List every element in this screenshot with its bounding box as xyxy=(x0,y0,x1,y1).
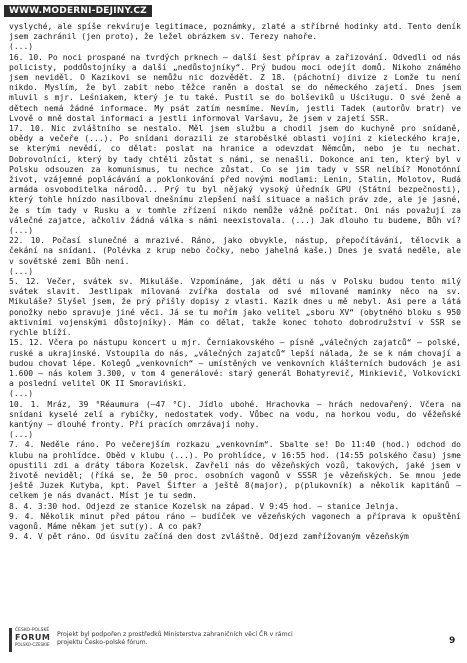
paragraph: vyslyché, ale spíše rekvíruje legitimace, poznámky, zlaté a stříbrné hodinky atd. Tento deník jsem zachránil (jen proto), že ležel obrázkem sv. Terezy nahoře. xyxy=(9,22,461,42)
logo-top-text: ČESKO-POLSKÉ xyxy=(15,628,50,633)
paragraph: 10. 1. Mráz, 39 °Réaumura (–47 °C). Jídlo ubohé. Hrachovka – hrách nedovařený. Včera na snídani kyselé zelí a rybičky, nedostatek vody. Vůbec na vodu, na horkou vodu, do věžeňské kantýny – dlouhé fronty. Při pracích omrzávají nohy. xyxy=(9,399,461,429)
paragraph: 5. 12. Večer, svátek sv. Mikuláše. Vzpomínáme, jak děti u nás v Polsku budou tento milý svátek slavit. Jestlipak milovaná zvířka dostala od své milované maminky něco na sv. Mikuláše? Slyšel jsem, že prý přišly dopisy z vlasti. Kazik dnes u mě nebyl. Asi pere a látá ponožky nebo spravuje jiné věci. Já se tu mořím jako velitel „sboru XV“ (obytného bloku s 950 aktivními vojenskými důstojníky). Mám co dělat, takže konec tohoto dobrodružství v SSR se rychle blíží. xyxy=(9,277,461,338)
diary-text xyxy=(9,22,461,608)
logo-bottom-text: POLSKO-CZESKIE xyxy=(15,642,50,647)
paragraph: 9. 4. Několik minut před pátou ráno – budíček ve vězeňských vagonech a příprava k opuštění vagonů. Máme někam jet sut(y). A co pak? xyxy=(9,511,461,531)
paragraph: 15. 12. Včera po nástupu koncert u mjr. Černiakovského – písně „válečných zajatců“ – polské, ruské a ukrajinské. Vstoupila do nás, „válečných zajatců“ lepší nálada, že se k nám chovají a budou chovat lépe. Kolegů „venkovních“ – umístěných ve venkovních klášterních budovách je asi 1.600 – nás kolem 3.300, v tom 4 generálové: starý generál Bohatyrevič, Minkievič, Volkovicki a poslední velitel OK II Smoraviński. xyxy=(9,338,461,389)
logo-main-text: FORUM xyxy=(15,633,51,642)
paragraph: 16. 10. Po noci prospané na tvrdých prknech – další šest příprav a zařizování. Odvedli od nás policisty, poddůstojníky a další „nedůstojníky“. Prý budou moci odejít domů. Nikoho známého jsem neviděl. O Kazikovi se nemůžu nic dozvědět. Z 18. (páchotní) divize z Lomže tu není nikdo. Myslím, že byl zabit nebo těžce raněn a dostal se do německého zajetí. Dnes jsem mluvil s mjr. Leśniakem, který je tu také. Pustil se do bolševiků u Uściługu. O své ženě a dětech nemá žádné informace. My psát zatím nesmíme. Nevím, jestli Tadek (autorův bratr) ve Lvově o mně dostal informaci a jestli informoval Varšavu, že jsem v zajetí SSR. xyxy=(9,52,461,123)
site-url-badge[interactable]: WWW.MODERNI-DEJINY.CZ xyxy=(4,5,152,17)
forum-logo xyxy=(9,628,51,652)
footer-note: Projekt byl podpořen z prostředků Ministerstva zahraničních věcí ČR v rámci projektu Česko-polské fórum. xyxy=(57,631,293,646)
paragraph: (...) xyxy=(9,389,34,399)
paragraph: 8. 4. 3:30 hod. Odjezd ze stanice Kozelsk na západ. V 9:45 hod. – stanice Jelnja. xyxy=(9,501,400,511)
paragraph: 7. 4. Neděle ráno. Po večerejším rozkazu „venkovním“. Sbalte se! Do 11:40 (hod.) odchod do klubu na prohlídce. Oběd v klubu (...). Po prohlídce, v 16:55 hod. (14:55 polského času) jsme opustili zdi a dráty tábora Kozelsk. Zavřeli nás do vězeňských vozů, takových, jaké jsem v životě neviděl; (říká se, že 50 proc. osobních vagonů v SSSR je vězeňských. Se mnou jede ještě Juzek Kutyba, kpt. Pavel Šifter a ještě 8(major), p(plukovník) a několik kapitánů – celkem je nás dvanáct. Míst je tu sedm. xyxy=(9,440,461,501)
page-number: 9 xyxy=(449,636,456,646)
paragraph: (...) xyxy=(9,266,34,276)
paragraph: 22. 10. Počasí slunečné a mrazivé. Ráno, jako obvykle, nástup, přepočítávání, tělocvik a čekání na snídani. (Polévka z krup nebo čočky, nebo jahelná kaše.) Dnes je svatá neděle, ale v sovětské zemi Bůh není. xyxy=(9,236,461,266)
paragraph: (...) xyxy=(9,430,34,440)
paragraph: (...) xyxy=(9,42,34,52)
paragraph: 9. 4. V pět ráno. Od úsvitu začíná den dost zvláštně. Odjezd zamřížovaným vězeňským xyxy=(9,532,409,542)
paragraph: 17. 10. Nic zvláštního se nestalo. Měl jsem službu a chodil jsem do kuchyně pro snídaně, obědy a večeře (...). Po snídani dorazili ze staroběslké oblasti vojíni z kieleckého kraje, se kterými nevědí, co dělat: poslat na hranice a odevzdat Němcům, nebo je tu nechat. Dobrovolníci, který by tady chtěli zůstat s námi, se nenašli. Dokonce ani ten, který byl v Polsku odsouzen za komunismus, tu nechce zůstat. Co se jim tady v SSR nelíbí? Monotónní život, vzájemné poplácávání a poklonkování před novými modlami: Lenin, Stalin, Molotov, Rudá armáda osvoboditelka národů... Prý tu byl nějaký vysoký úředník GPU (Státní bezpečnosti), který tohle hnízdo nasilboval dnešnímu zlepšení naší situace a našich práv zde, ale je jasné, že s tím tady v Rusku a v tomhle zřízení nikdo nemůže vážně počítat. Oni nás považují za válečné zajatce, ačkoliv žádná válka s námi neexistovala. (...) Jak dlouho tu budeme, Bůh ví? (...) xyxy=(9,124,461,236)
